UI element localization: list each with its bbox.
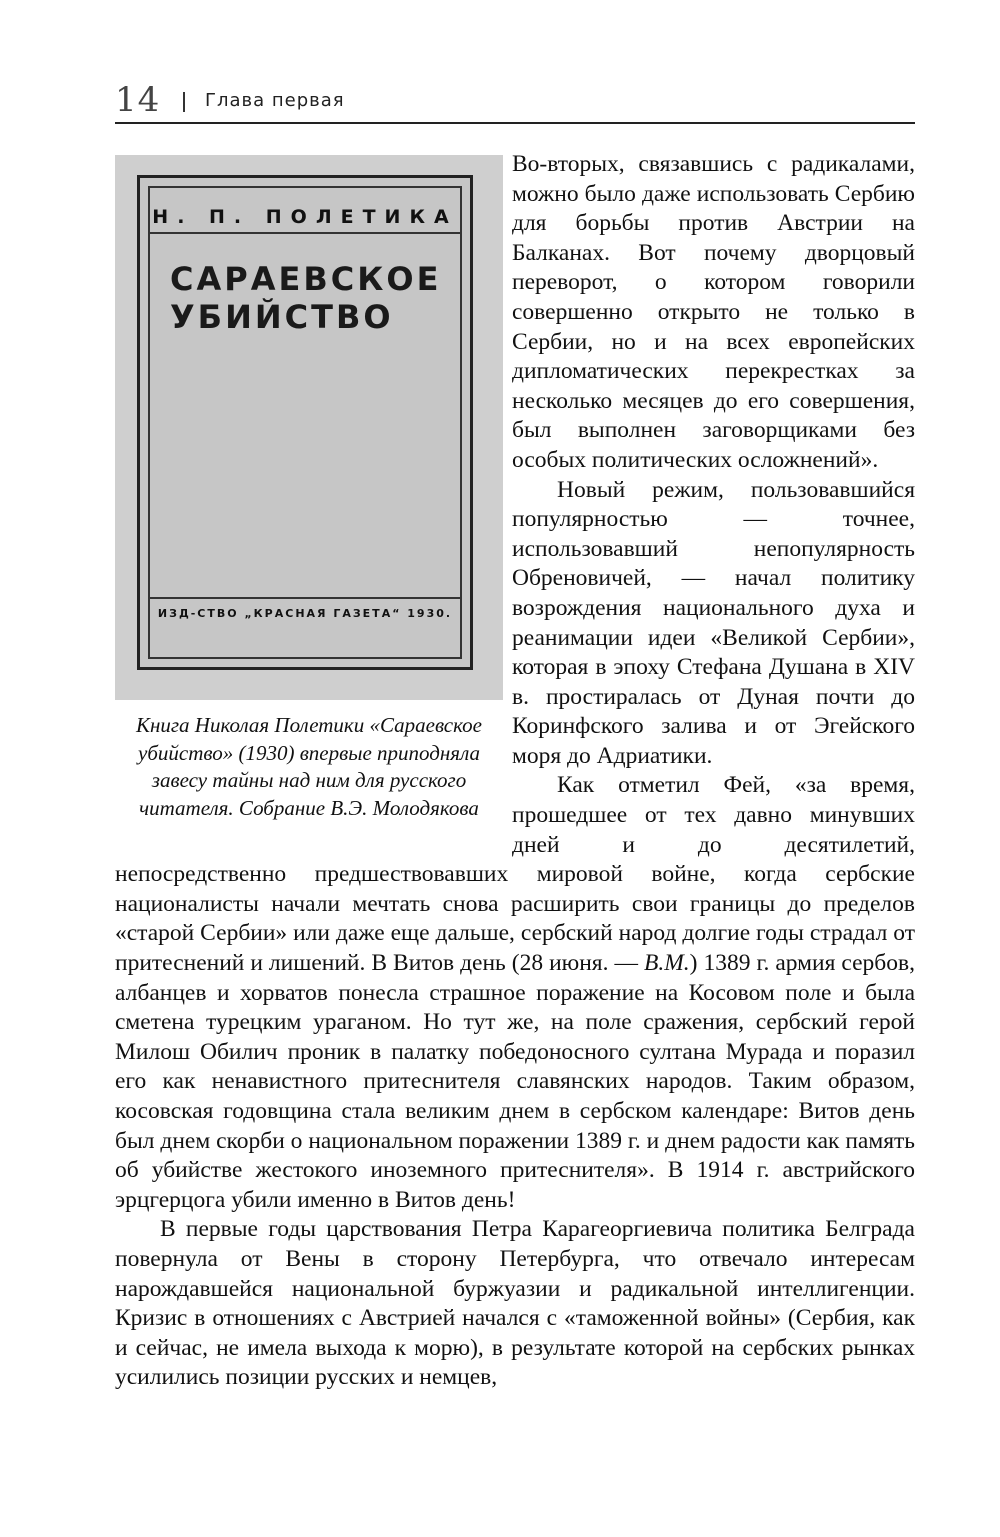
- author-initials: В.М.: [643, 950, 690, 977]
- cover-title-line1: САРАЕВСКОЕ: [170, 260, 442, 298]
- paragraph-1: Во-вторых, связавшись с радикалами, можно было даже использовать Сербию для борьбы против Австрии на Балканах. Вот почему дворцовый переворот, о котором говорили совершенно открыто не только в Сербии, но и на всех европейских дипломатических перекрестках за несколько месяцев до его совершения, был выполнен заговорщиками без особых политических осложнений».: [512, 151, 915, 473]
- paragraph-3-part-a: Как отметил Фей, «за время, прошедшее от тех давно минувших дней и до десятилетий, непосредственно предшествовавших мировой войне, когда сербские националисты начали мечтать снова расширить свои границы до пределов «старой Сербии» или даже еще дальше, сербский народ долгие годы страдал от притеснений и лишений. В Витов день (28 июня. —: [115, 772, 915, 977]
- paragraph-2: Новый режим, пользовавшийся популярностью — точнее, использовавший непопулярность Обреновичей, — начал политику возрождения национального духа и реанимации идеи «Великой Сербии», которая в эпоху Стефана Душана в XIV в. простиралась от Дуная почти до Коринфского залива и от Эгейского моря до Адриатики.: [512, 476, 915, 769]
- paragraph-4: В первые годы царствования Петра Карагеоргиевича политика Белграда повернула от Вены в сторону Петербурга, что отвечало интересам нарождавшейся национальной буржуазии и радикальной интеллигенции. Кризис в отношениях с Австрией начался с «таможенной войны» (Сербия, как и сейчас, не имела выхода к морю), в результате которой на сербских рынках усилились позиции русских и немцев,: [115, 1216, 915, 1391]
- paragraph-3-part-b: ) 1389 г. армия сербов, албанцев и хорватов понесла страшное поражение на Косовом поле и была сметена турецким ураганом. Но тут же, на поле сражения, сербский герой Милош Обилич проник в палатку победоносного султана Мурада и поразил его как ненавистного притеснителя славянских народов. Таким образом, косовская годовщина стала великим днем в сербском календаре: Витов день был днем скорби о национальном поражении 1389 г. и днем радости как память об убийстве жестокого иноземного притеснителя». В 1914 г. австрийского эрцгерцога убили именно в Витов день!: [115, 950, 915, 1213]
- cover-author: Н. П. ПОЛЕТИКА: [150, 202, 460, 234]
- page-number: 14: [115, 80, 161, 120]
- body-text: [115, 150, 915, 1393]
- header-separator: [183, 92, 185, 112]
- figure-spacer: [115, 150, 512, 860]
- cover-publisher: ИЗД-СТВО „КРАСНАЯ ГАЗЕТА“ 1930.: [150, 597, 460, 627]
- figure-caption: Книга Николая Полетики «Сараевское убийство» (1930) впервые приподняла завесу тайны над ним для русского читателя. Собрание В.Э. Молодякова: [136, 713, 482, 820]
- chapter-title: Глава первая: [205, 90, 345, 111]
- cover-title-line2: УБИЙСТВО: [170, 298, 394, 336]
- page-header: [115, 78, 915, 124]
